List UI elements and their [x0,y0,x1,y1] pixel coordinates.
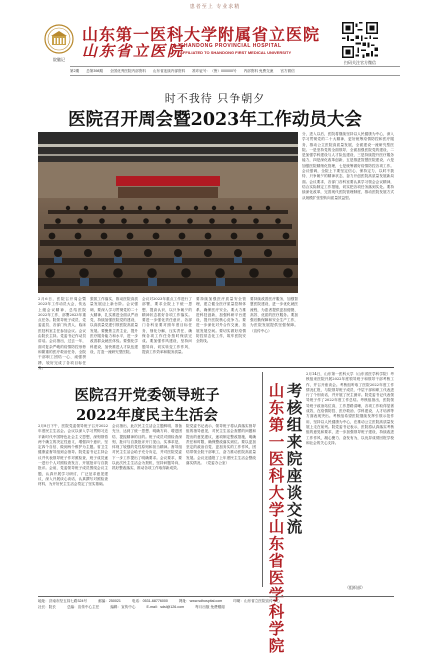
vertical-headline-char: 座 [286,466,303,485]
hospital-english-affiliation: AFFILIATED TO SHANDONG FIRST MEDICAL UNIVERSITY [180,50,292,55]
story2-text: 院党委书记表示，领导班子将认真落实督导组的指导意见，对民主生活会查摆的问题和提出的意见建议，逐项制定整改措施，明确责任和时限，确保整改落实到位。要以更加坚定的政治自觉、更加务实的工作作风，团结带领全院干部职工，奋力推动医院高质量发展。会议还通报了上年度民主生活会整改落实情况。（党委办公室） [186,424,256,466]
issue-info-bar [70,66,400,76]
vertical-headline-char: 交 [286,500,303,519]
footer-item: 网址：www.sdhospital.com [178,599,223,603]
footer-item: 总编：宣传中心主任 [66,605,100,609]
issue-item: 总第398期 [86,69,103,73]
story3-body [306,372,394,582]
story3-credit: （组织部） [345,585,365,590]
logo-caption: 院徽记 [53,57,65,62]
footer-line-1 [38,599,394,604]
lead-body-text: 要持续改善医疗服务，加强智慧医院建设，进一步优化就医流程，为患者提供更加便捷、高效、优质的医疗服务。要加强后勤保障和安全生产工作，为医院发展提供坚强保障。（宣传中心） [250,297,298,333]
vertical-headline-char: 院 [286,449,303,468]
footer-item: E-mail：sdsl@126.com [146,605,185,609]
lead-kicker: 时不我待 只争朝夕 [164,92,266,105]
footer-line-2 [38,605,394,610]
story2-column-3 [186,424,256,594]
story3-text: 2月14日，山东第一医科大学（山东省医学科学院）考核组来医院开展2022年度领导班子和领导干部考核工作，并召开座谈会。考核组听取了医院2022年度工作情况汇报，与院领导班子成员、中层干部和职工代表进行了个别谈话，并开展了民主测评。院党委书记代表领导班子作了2022年度工作总结。考核组指出，医院领导班子政治站位高，工作思路清晰，各项工作取得显著成效，在疫情防控、医疗救治、学科建设、人才培养等方面表现突出。考核组希望医院继续发挥引领示范作用，坚持以人民健康为中心，在推动公立医院高质量发展上走在前列。院党委书记表示，医院将认真落实考核组的意见和要求，进一步加强领导班子建设，持续改进工作作风，凝心聚力、奋发有为，以优异成绩回报学校和社会的关心支持。 [306,372,394,445]
vertical-headline-char: 流 [286,517,303,536]
lead-body-column-1 [38,297,86,370]
vertical-headline-char: 来 [286,432,303,451]
vertical-headline-char: 核 [286,398,303,417]
vertical-headline-char: 大 [268,483,285,502]
hospital-english-name: SHANDONG PROVINCIAL HOSPITAL [180,43,282,49]
issue-item: 全国优秀医院内部资料 [109,69,146,73]
footer-item: 每月出版 免费赠阅 [195,605,225,609]
lead-body-text: 2月6日，医院召开周会暨2023年工作动员大会，传达上级会议精神，总结医院2022年工作，部署2023年重点任务。院领导班子成员、党委委员、各部门负责人、临床医技科室主任参加会议。会议由院长主持。党委书记作动员讲话。会议指出，过去一年，面对复杂严峻的疫情防控形势和繁重的医疗救治任务，全院干部职工团结一心、顽强拼搏，较好完成了各项目标任务。 [38,297,86,370]
vertical-headline-char: 一 [268,432,285,451]
vertical-headline-char: 东 [268,534,285,553]
issue-item: 准印证号：（鲁）000000号 [192,69,237,73]
issue-item: 第2期 [70,69,80,73]
issue-note: 官方微信 [280,69,295,73]
story2-text: 2月8日下午，医院党委领导班子召开2022年度民主生活会。会议以深入学习贯彻习近平新时代中国特色社会主义思想，深刻领悟两个确立的决定性意义，增强四个意识、坚定四个自信、做到两个维护为主题。省卫生健康委督导组到会指导。院党委书记主持会议并代表领导班子作对照检查，班子成员逐一进行个人对照检查发言，开展批评与自我批评。会前，党委领导班子成员围绕会议主题，认真开展学习研讨，广泛征求意见建议，深入开展谈心谈话，认真撰写对照检查材料，为开好民主生活会奠定了坚实基础。 [38,424,108,487]
lead-body-column-5 [250,297,298,365]
vertical-headline-char: 学 [268,585,285,604]
story3-vertical-headline [286,382,303,535]
qr-caption: 扫码关注官方微信 [344,60,376,65]
footer-item: 地址：济南市经五纬七路324号 [38,599,88,603]
issue-item: 山东省连续内部资料 [152,69,186,73]
lead-right-column [302,132,394,364]
footer-item: 邮编：250021 [98,599,121,603]
hospital-logo [44,24,74,54]
lead-body-column-3 [142,297,192,365]
vertical-headline-char: 考 [286,381,303,400]
vertical-headline-char: 科 [268,602,285,621]
vertical-headline-char: 山 [268,517,285,536]
vertical-headline-char: 科 [268,466,285,485]
issue-item: 内部资料 免费交流 [243,69,274,73]
footer-item: 电话：0531-68776000 [131,599,168,603]
lead-right-text: 分，进入以后，医院将继续坚持以人民健康为中心，深入学习贯彻党的二十大精神，更好统筹疫情防控和医疗服务，推动公立医院高质量发展，全面建设一流研究型医院。一是坚持党的全面领导，全面加强医院党的建设，二是加强学科建设与人才队伍建设，三是持续提升医疗服务能力，四是深化改革创新，五是推进智慧医院建设，六是加强医院精细化管理，七是统筹做好疫情防控各项工作。会议强调，全院上下要坚定信心、保持定力，以时不我待、只争朝夕的精神状态，奋力开创医院高质量发展新局面。会议要求，各部门各科室要认真学习领会会议精神，结合实际制定工作措施，切实把各项任务落到实处。要持续深化改革，完善现代医院管理制度，推动医院发展方式从规模扩张型转向质量效益型。 [302,132,394,200]
vertical-headline-char: 第 [268,415,285,434]
masthead-slogan: 患者至上 专业求精 [189,4,241,10]
story3-vertical-headline-red [268,382,285,654]
vertical-headline-char: 学 [268,619,285,638]
story2-headline-line2: 2022年度民主生活会 [76,407,218,424]
vertical-headline-char: 院 [268,636,285,655]
hospital-name-line1: 山东第一医科大学附属省立医院 [82,25,321,44]
vertical-headline-char: 省 [268,551,285,570]
vertical-headline-char: 医 [268,449,285,468]
lead-body-column-4 [196,297,246,365]
hospital-name-line2: 山东省立医院 [82,42,185,60]
story2-headline-line1: 医院召开党委领导班子 [74,387,220,404]
lead-body-text: 要持续加强医疗质量安全管理，建立健全医疗质量控制体系，确保医疗安全。要大力推进科技创新，加强科研平台建设，提升医院核心竞争力。要进一步深化对外合作交流，拓展发展空间。要切实做好疫情防控常态化工作，筑牢医院安全防线。 [196,297,246,344]
story2-text: 会议指出，此次民主生活会主题鲜明、准备充分，达到了统一思想、明确方向、增进团结、提振精神的目的。班子成员对照检查深刻，批评与自我批评开门见山、实事求是，体现了较强的党性原则和担当精神。督导组对民主生活会给予充分肯定，并对医院党委下一步工作提出了明确要求。会议要求，要以此次民主生活会为契机，坚持问题导向，抓好整改落实，推动各项工作取得新成效。 [112,424,182,471]
footer-item: 社长：院长 [38,605,56,609]
footer-item: 印刷：山东省立医院宣传中心 [233,599,280,603]
column-divider [262,372,263,587]
section-divider [38,367,394,368]
meeting-photo [38,132,298,293]
footer-divider [38,596,394,597]
lead-headline: 医院召开周会暨2023年工作动员大会 [68,110,362,130]
vertical-headline-char: 学 [268,500,285,519]
vertical-headline-char: 组 [286,415,303,434]
story2-column-1 [38,424,108,594]
lead-body-column-2 [90,297,138,365]
vertical-headline-char: 东 [268,398,285,417]
lead-body-text: 狠抓工作落实，推动医院高质量发展迈上新台阶。会议强调，要深入学习贯彻党的二十大精神，扎实推进全面从严治党，持续加强医院党的建设，以高质量党建引领医院高质量发展。要聚焦主责主业，提升医疗服务能力和水平，进一步改善群众就医体验。要强化学科建设，加快推进人才队伍建设，打造一流研究型医院。 [90,297,138,354]
story2-column-2 [112,424,182,594]
vertical-headline-char: 谈 [286,483,303,502]
lead-body-text: 会议对2023年重点工作进行了部署，要求全院上下统一思想、提高认识，以只争朝夕的精神状态抓好各项工作落实。要进一步强化责任意识，各部门各科室要对照年度目标任务，细化分解，压实责任，确保各项工作任务按时保质完成。要加强作风建设，坚持问题导向，切实转变工作作风，提高工作效率和服务质量。 [142,297,192,354]
vertical-headline-char: 医 [268,568,285,587]
vertical-headline-char: 山 [268,381,285,400]
qr-code-icon [342,22,378,58]
footer-item: 编辑：宣传中心 [110,605,136,609]
